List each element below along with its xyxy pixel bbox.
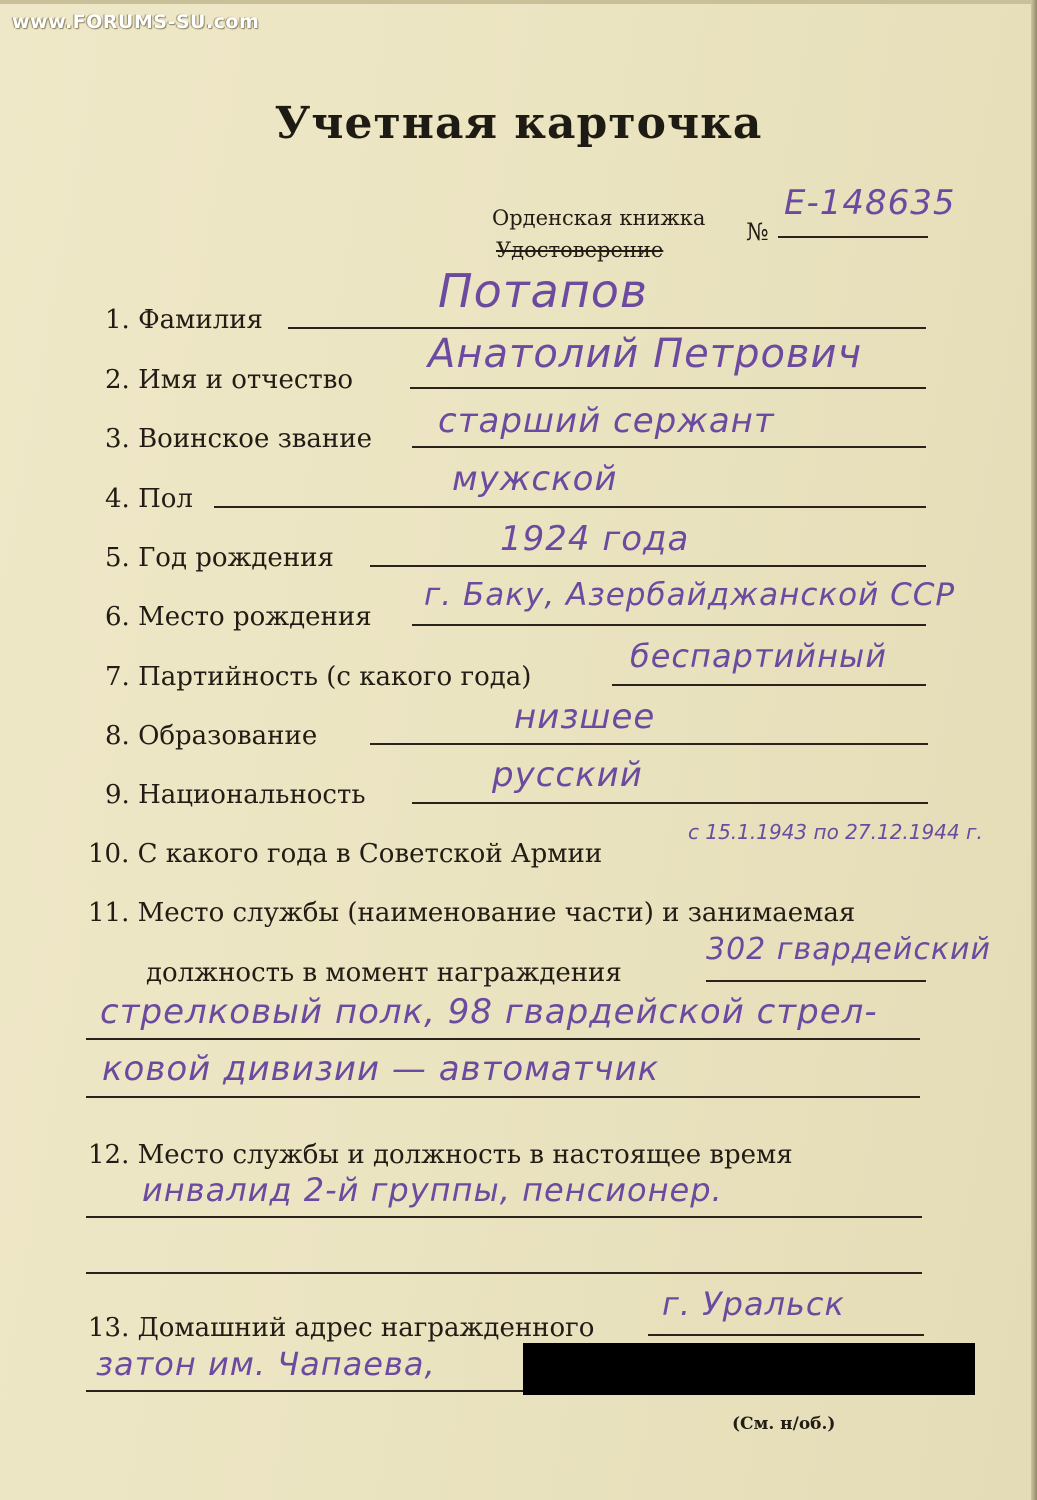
redacted-address-block [523,1343,975,1395]
field-9-value: русский [492,755,643,795]
order-book-label: Орденская книжка [492,206,706,230]
field-7-label: 7. Партийность (с какого года) [105,662,532,692]
field-12-rule-2 [86,1272,922,1274]
field-2-label: 2. Имя и отчество [105,365,354,395]
field-11-rule-3 [86,1096,920,1098]
field-11-label-line1: 11. Место службы (наименование части) и занимаемая [88,898,856,928]
field-7-rule [612,684,926,686]
field-1-value: Потапов [438,264,649,318]
field-13-value-line1: г. Уральск [662,1285,845,1323]
field-3-value: старший сержант [438,401,775,441]
field-10-value: с 15.1.1943 по 27.12.1944 г. [688,820,983,844]
field-11-label-line2: должность в момент награждения [146,958,622,988]
field-11-value-line1: 302 гвардейский [706,932,991,967]
field-5-value: 1924 года [500,519,690,559]
field-11-value-line3: ковой дивизии — автоматчик [102,1049,660,1089]
site-watermark: www.FORUMS-SU.com [12,11,260,33]
field-4-label: 4. Пол [105,484,193,514]
field-11-rule-2 [86,1038,920,1040]
field-5-label: 5. Год рождения [105,543,334,573]
field-13-value-line2: затон им. Чапаева, [96,1345,436,1383]
paper-edge-right [1031,0,1037,1500]
field-13-rule-1 [648,1334,924,1336]
certificate-label-struck: Удостоверение [496,238,664,262]
field-2-value: Анатолий Петрович [428,331,863,377]
field-8-rule [370,743,928,745]
field-6-rule [412,624,926,626]
number-rule [778,236,928,238]
field-6-label: 6. Место рождения [105,602,372,632]
field-9-label: 9. Национальность [105,780,366,810]
field-13-label: 13. Домашний адрес награжденного [88,1313,595,1343]
field-2-rule [410,387,926,389]
field-10-label: 10. С какого года в Советской Армии [88,839,603,869]
number-sign: № [746,218,769,246]
field-6-value: г. Баку, Азербайджанской ССР [424,577,956,613]
field-12-label: 12. Место службы и должность в настоящее время [88,1140,793,1170]
see-reverse-note: (См. н/об.) [732,1414,836,1434]
field-11-value-line2: стрелковый полк, 98 гвардейской стрел- [100,992,878,1032]
field-13-rule-2 [86,1390,526,1392]
field-4-value: мужской [452,459,618,499]
field-1-rule [288,327,926,329]
field-8-value: низшее [514,697,656,737]
field-3-label: 3. Воинское звание [105,424,372,454]
field-1-label: 1. Фамилия [105,305,263,335]
card-title: Учетная карточка [274,98,763,149]
field-7-value: беспартийный [630,637,888,675]
field-5-rule [370,565,926,567]
field-11-rule-1 [706,980,926,982]
field-12-value: инвалид 2-й группы, пенсионер. [142,1171,723,1209]
field-9-rule [412,802,928,804]
field-3-rule [412,446,926,448]
field-12-rule-1 [86,1216,922,1218]
order-book-number: Е-148635 [784,183,956,223]
paper-edge-top [0,0,1037,4]
field-4-rule [214,506,926,508]
field-8-label: 8. Образование [105,721,318,751]
